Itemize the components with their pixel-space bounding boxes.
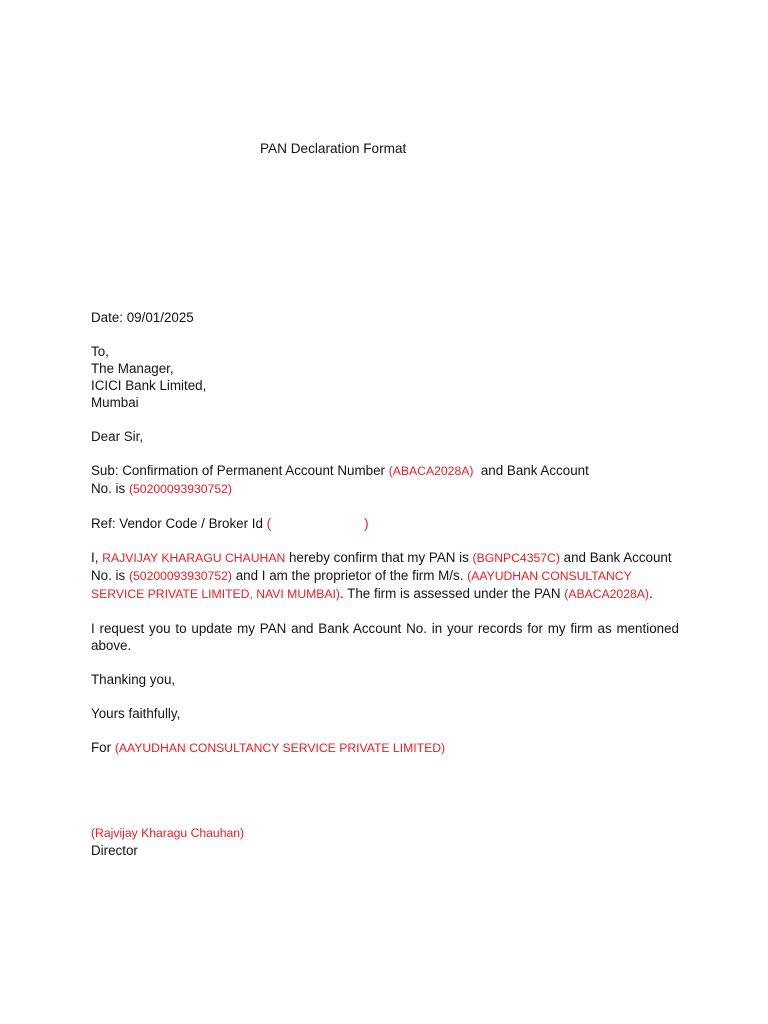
confirmation-line-1 bbox=[91, 549, 679, 567]
recipient-line-2: ICICI Bank Limited, bbox=[91, 378, 207, 393]
signature-space bbox=[91, 774, 679, 825]
confirmation-text-3: No. is bbox=[91, 568, 129, 583]
confirmation-text-4: and I am the proprietor of the firm M/s. bbox=[231, 568, 468, 583]
declarant-pan: (BGNPC4357C) bbox=[472, 551, 560, 565]
for-line bbox=[91, 739, 679, 757]
for-firm-name: (AAYUDHAN CONSULTANCY SERVICE PRIVATE LIMITED) bbox=[114, 741, 446, 755]
confirmation-line-2 bbox=[91, 567, 679, 585]
salutation: Dear Sir, bbox=[91, 429, 144, 444]
reference-line bbox=[91, 515, 679, 532]
subject-prefix: No. is bbox=[91, 481, 129, 496]
confirmation-paragraph bbox=[91, 549, 679, 603]
request-paragraph: I request you to update my PAN and Bank Account No. in your records for my firm as mentioned above. bbox=[91, 621, 679, 653]
declarant-account: (50200093930752) bbox=[128, 569, 232, 583]
signatory-block bbox=[91, 825, 679, 859]
letter-body bbox=[91, 309, 679, 859]
confirmation-text-5: . The firm is assessed under the PAN bbox=[339, 586, 565, 601]
subject-block bbox=[91, 462, 679, 498]
recipient-block bbox=[91, 343, 679, 411]
recipient-line-3: Mumbai bbox=[91, 395, 139, 410]
reference-value: ( ) bbox=[266, 516, 369, 531]
confirmation-text-1: hereby confirm that my PAN is bbox=[285, 550, 473, 565]
firm-name-part-2: SERVICE PRIVATE LIMITED, NAVI MUMBAI) bbox=[91, 587, 340, 601]
recipient-to: To, bbox=[91, 344, 109, 359]
confirmation-text-2: and Bank Account bbox=[559, 550, 672, 565]
confirmation-line-3 bbox=[91, 585, 679, 603]
subject-pan: (ABACA2028A) bbox=[388, 464, 474, 478]
subject-line-2 bbox=[91, 480, 679, 498]
subject-line-1 bbox=[91, 462, 679, 480]
closing-line: Yours faithfully, bbox=[91, 706, 181, 721]
subject-mid: and Bank Account bbox=[473, 463, 589, 478]
signatory-designation: Director bbox=[91, 843, 138, 858]
subject-account: (50200093930752) bbox=[128, 482, 232, 496]
date-line: Date: 09/01/2025 bbox=[91, 310, 194, 325]
document-title: PAN Declaration Format bbox=[260, 141, 407, 156]
firm-pan: (ABACA2028A) bbox=[564, 587, 649, 601]
confirmation-text-6: . bbox=[648, 586, 653, 601]
confirmation-intro: I, bbox=[91, 550, 103, 565]
thanks-line: Thanking you, bbox=[91, 672, 176, 687]
firm-name-part-1: (AAYUDHAN CONSULTANCY bbox=[467, 569, 632, 583]
for-label: For bbox=[91, 740, 115, 755]
reference-label: Ref: Vendor Code / Broker Id bbox=[91, 516, 267, 531]
subject-lead: Sub: Confirmation of Permanent Account Number bbox=[91, 463, 389, 478]
recipient-line-1: The Manager, bbox=[91, 361, 174, 376]
signatory-name: (Rajvijay Kharagu Chauhan) bbox=[91, 826, 245, 840]
declarant-name: RAJVIJAY KHARAGU CHAUHAN bbox=[102, 551, 286, 565]
